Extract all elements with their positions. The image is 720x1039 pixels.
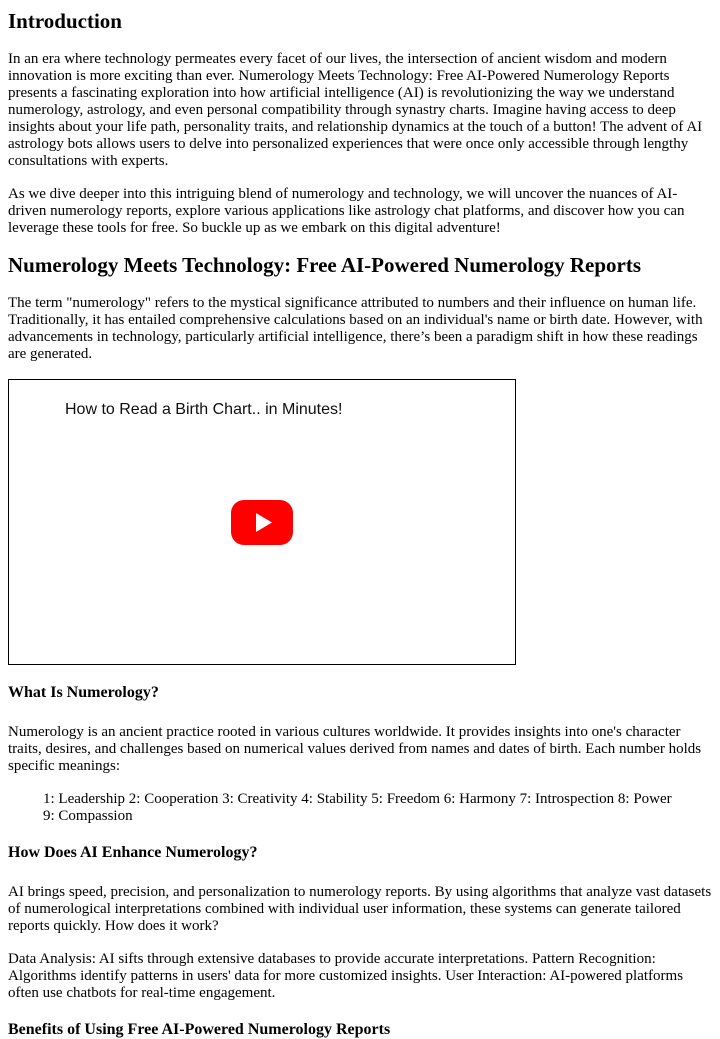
- intro-paragraph-2: As we dive deeper into this intriguing blend of numerology and technology, we will uncover the nuances of AI-driven numerology reports, explore various applications like astrology chat platforms, and discover how you can leverage these tools for free. So buckle up as we embark on this digital adventure!: [8, 186, 685, 236]
- play-icon[interactable]: [231, 500, 293, 545]
- video-title[interactable]: How to Read a Birth Chart.. in Minutes!: [65, 401, 343, 418]
- ai-enhance-paragraph-2: Data Analysis: AI sifts through extensive databases to provide accurate interpretations. Pattern Recognition: Algorithms identify patterns in users' data for more customized insights. User Interaction: AI-powered platforms often use chatbots for real-time engagement.: [8, 951, 684, 1001]
- benefits-heading: Benefits of Using Free AI-Powered Numerology Reports: [8, 1021, 391, 1038]
- main-section-paragraph: The term "numerology" refers to the mystical significance attributed to numbers and their influence on human life. Traditionally, it has entailed comprehensive calculations based on an individual's name or birth date. However, with advancements in technology, particularly artificial intelligence, there’s been a paradigm shift in how these readings are generated.: [8, 295, 703, 362]
- number-meanings: 1: Leadership 2: Cooperation 3: Creativity 4: Stability 5: Freedom 6: Harmony 7: Introspection 8: Power 9: Compassion: [43, 791, 672, 824]
- video-embed[interactable]: [8, 379, 516, 665]
- intro-heading: Introduction: [8, 9, 122, 33]
- ai-enhance-paragraph-1: AI brings speed, precision, and personalization to numerology reports. By using algorithms that analyze vast datasets of numerological interpretations combined with individual user information, these systems can generate tailored reports quickly. How does it work?: [8, 884, 712, 934]
- intro-paragraph-1: In an era where technology permeates every facet of our lives, the intersection of ancient wisdom and modern innovation is more exciting than ever. Numerology Meets Technology: Free AI-Powered Numerology Reports presents a fascinating exploration into how artificial intelligence (AI) is revolutionizing the way we understand numerology, astrology, and even personal compatibility through synastry charts. Imagine having access to deep insights about your life path, personality traits, and relationship dynamics at the touch of a button! The advent of AI astrology bots allows users to delve into personalized experiences that were once only accessible through lengthy consultations with experts.: [8, 51, 703, 169]
- ai-enhance-heading: How Does AI Enhance Numerology?: [8, 844, 258, 861]
- play-button[interactable]: [231, 500, 293, 545]
- article: [0, 9, 720, 1039]
- what-is-paragraph: Numerology is an ancient practice rooted in various cultures worldwide. It provides insights into one's character traits, desires, and challenges based on numerical values derived from names and dates of birth. Each number holds specific meanings:: [8, 724, 702, 774]
- main-section-heading: Numerology Meets Technology: Free AI-Powered Numerology Reports: [8, 253, 642, 277]
- what-is-heading: What Is Numerology?: [8, 684, 159, 701]
